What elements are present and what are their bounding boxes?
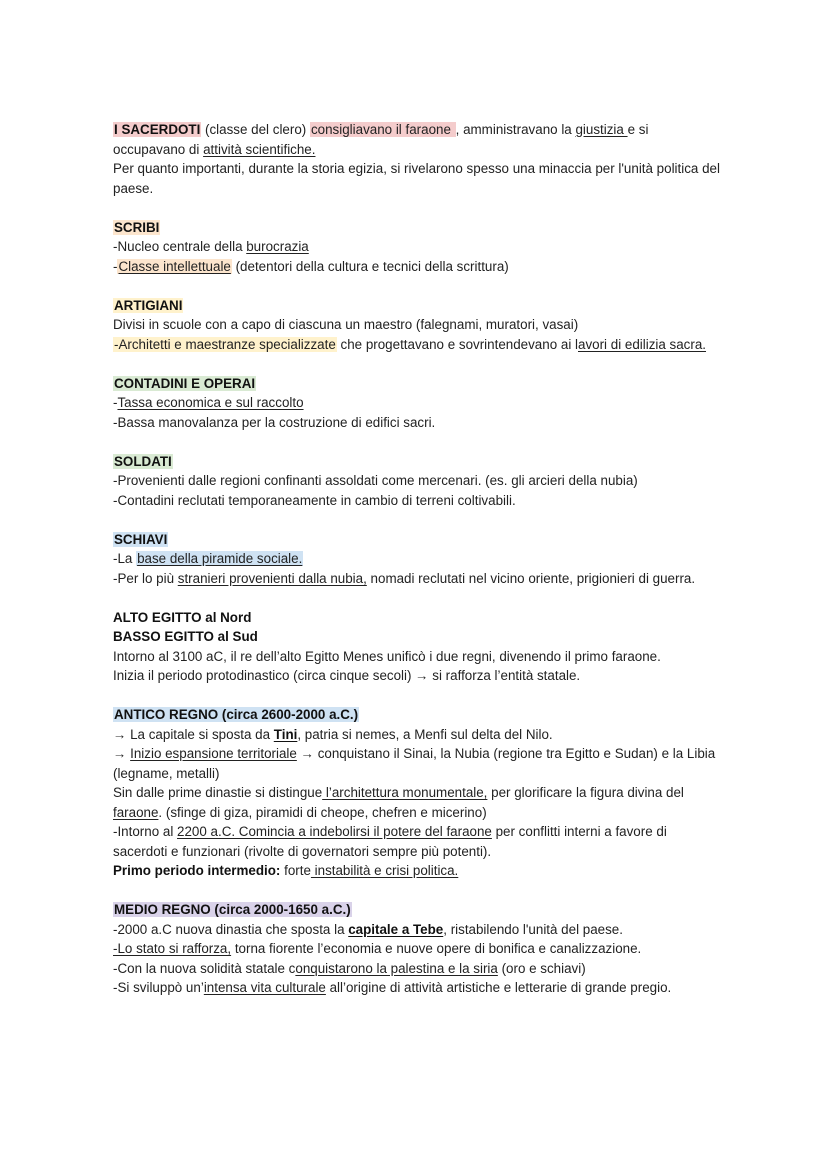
medio-line4: -Si sviluppò un’intensa vita culturale all’origine di attività artistiche e letterarie di grande pregio. [113,980,672,995]
sacerdoti-paragraph: I SACERDOTI (classe del clero) consigliavano il faraone , amministravano la giustizia e si occupavano di attività scientifiche. [113,122,649,157]
sacerdoti-title: I SACERDOTI [114,122,201,137]
artigiani-title: ARTIGIANI [114,297,183,313]
antico-line2: → Inizio espansione territoriale → conquistano il Sinai, la Nubia (regione tra Egitto e Sudan) e la Libia (legname, metalli) [113,746,716,781]
medio-line3: -Con la nuova solidità statale conquistarono la palestina e la siria (oro e schiavi) [113,960,586,976]
artigiani-line2: -Architetti e maestranze specializzate che progettavano e sovrintendevano ai lavori di edilizia sacra. [114,336,707,352]
antico-line5: Primo periodo intermedio: forte instabilità e crisi politica. [113,863,459,878]
soldati-line2: -Contadini reclutati temporaneamente in cambio di terreni coltivabili. [113,492,516,508]
antico-regno-title: ANTICO REGNO (circa 2600-2000 a.C.) [114,707,359,722]
alto-egitto-heading: ALTO EGITTO al Nord [113,609,252,625]
schiavi-title: SCHIAVI [114,531,168,547]
sacerdoti-highlight: consigliavano il faraone [310,122,455,137]
antico-line1: → La capitale si sposta da Tini, patria si nemes, a Menfi sul delta del Nilo. [113,726,553,742]
antico-line3: Sin dalle prime dinastie si distingue l’architettura monumentale, per glorificare la figura divina del faraone. (sfinge di giza, piramidi di cheope, chefren e micerino) [113,785,684,820]
egitto-line1: Intorno al 3100 aC, il re dell’alto Egitto Menes unificò i due regni, divenendo il primo faraone. [113,648,661,664]
schiavi-line1: -La base della piramide sociale. [113,551,303,566]
contadini-title: CONTADINI E OPERAI [114,375,256,391]
egitto-line2: Inizia il periodo protodinastico (circa cinque secoli) → si rafforza l’entità statale. [113,668,581,683]
antico-line4: -Intorno al 2200 a.C. Comincia a indebolirsi il potere del faraone per conflitti interni a favore di sacerdoti e funzionari (rivolte di governatori sempre più potenti). [113,824,667,859]
medio-regno-title: MEDIO REGNO (circa 2000-1650 a.C.) [114,902,351,917]
scribi-line1: -Nucleo centrale della burocrazia [113,239,309,254]
scribi-title: SCRIBI [114,219,160,235]
document-body [113,120,723,998]
medio-line1: -2000 a.C nuova dinastia che sposta la capitale a Tebe, ristabilendo l'unità del paese. [113,921,623,937]
sacerdoti-line2: Per quanto importanti, durante la storia egizia, si rivelarono spesso una minaccia per l'unità politica del paese. [113,161,720,196]
artigiani-line1: Divisi in scuole con a capo di ciascuna un maestro (falegnami, muratori, vasai) [113,317,579,332]
medio-line2: -Lo stato si rafforza, torna fiorente l’economia e nuove opere di bonifica e canalizzazione. [113,941,642,956]
soldati-line1: -Provenienti dalle regioni confinanti assoldati come mercenari. (es. gli arcieri della nubia) [113,473,638,488]
basso-egitto-heading: BASSO EGITTO al Sud [113,629,258,644]
schiavi-line2: -Per lo più stranieri provenienti dalla nubia, nomadi reclutati nel vicino oriente, prigionieri di guerra. [113,570,696,586]
contadini-line2: -Bassa manovalanza per la costruzione di edifici sacri. [113,414,436,430]
scribi-line2: -Classe intellettuale (detentori della cultura e tecnici della scrittura) [113,258,509,274]
contadini-line1: -Tassa economica e sul raccolto [113,395,304,410]
soldati-title: SOLDATI [114,453,172,469]
